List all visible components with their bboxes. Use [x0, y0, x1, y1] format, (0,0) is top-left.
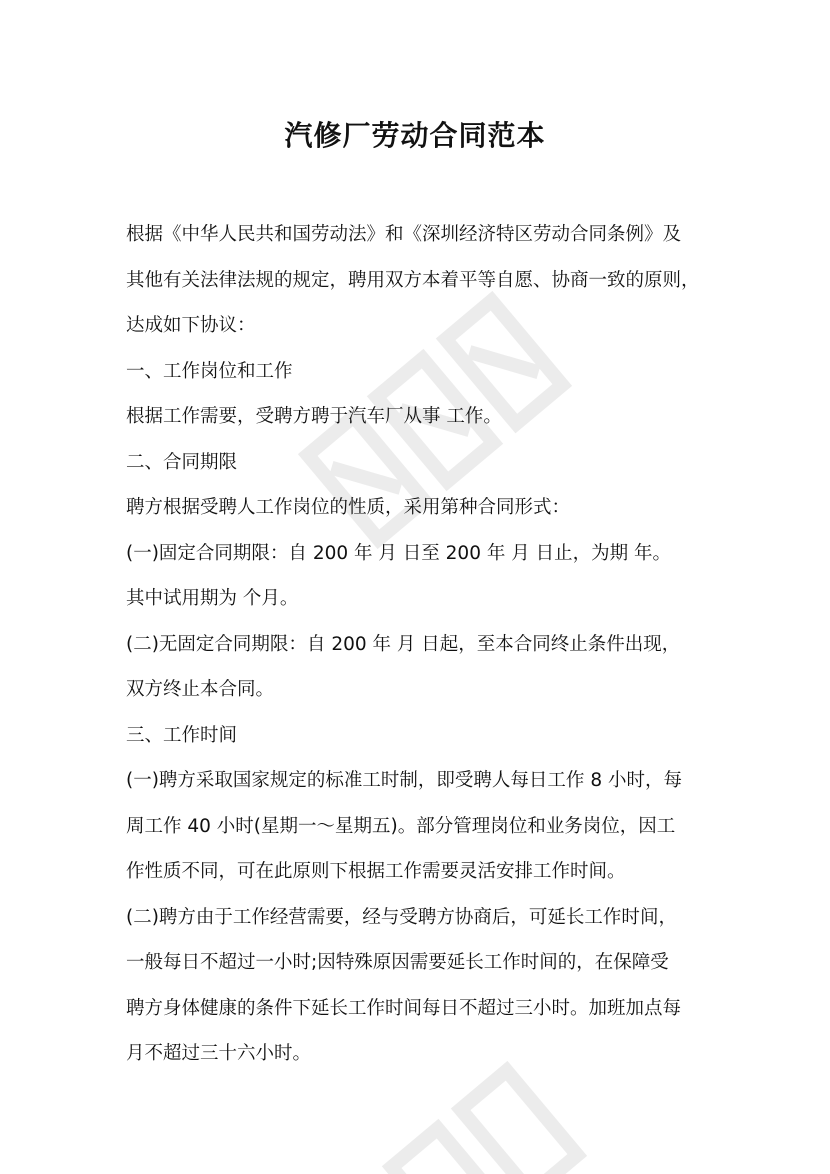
body-line: 月不超过三十六小时。 — [126, 1043, 312, 1064]
body-line: (一)固定合同期限：自 200 年 月 日至 200 年 月 日止，为期 年。 — [126, 542, 671, 564]
body-line: 聘方根据受聘人工作岗位的性质，采用第种合同形式： — [126, 497, 571, 518]
body-line: 其他有关法律法规的规定，聘用双方本着平等自愿、协商一致的原则， — [126, 269, 700, 291]
body-line: 作性质不同，可在此原则下根据工作需要灵活安排工作时间。 — [126, 861, 626, 882]
section-heading: 二、合同期限 — [126, 451, 238, 473]
body-line: 双方终止本合同。 — [126, 679, 275, 700]
body-line: 周工作 40 小时(星期一～星期五)。部分管理岗位和业务岗位，因工 — [126, 815, 676, 837]
body-line: (二)无固定合同期限：自 200 年 月 日起，至本合同终止条件出现， — [126, 633, 681, 655]
document-body — [126, 212, 716, 1077]
document-title: 汽修厂劳动合同范本 — [284, 119, 546, 152]
body-line: 其中试用期为 个月。 — [126, 588, 299, 609]
section-heading: 三、工作时间 — [126, 724, 238, 746]
body-line: 聘方身体健康的条件下延长工作时间每日不超过三小时。加班加点每 — [126, 997, 682, 1019]
body-line: 一般每日不超过一小时;因特殊原因需要延长工作时间的，在保障受 — [126, 952, 669, 973]
body-line: 根据《中华人民共和国劳动法》和《深圳经济特区劳动合同条例》及 — [126, 224, 682, 245]
body-line: (二)聘方由于工作经营需要，经与受聘方协商后，可延长工作时间， — [126, 906, 677, 928]
body-line: (一)聘方采取国家规定的标准工时制，即受聘人每日工作 8 小时，每 — [126, 770, 682, 791]
section-heading: 一、工作岗位和工作 — [126, 360, 293, 382]
body-line: 达成如下协议： — [126, 315, 256, 336]
body-line: 根据工作需要，受聘方聘于汽车厂从事 工作。 — [126, 406, 502, 427]
